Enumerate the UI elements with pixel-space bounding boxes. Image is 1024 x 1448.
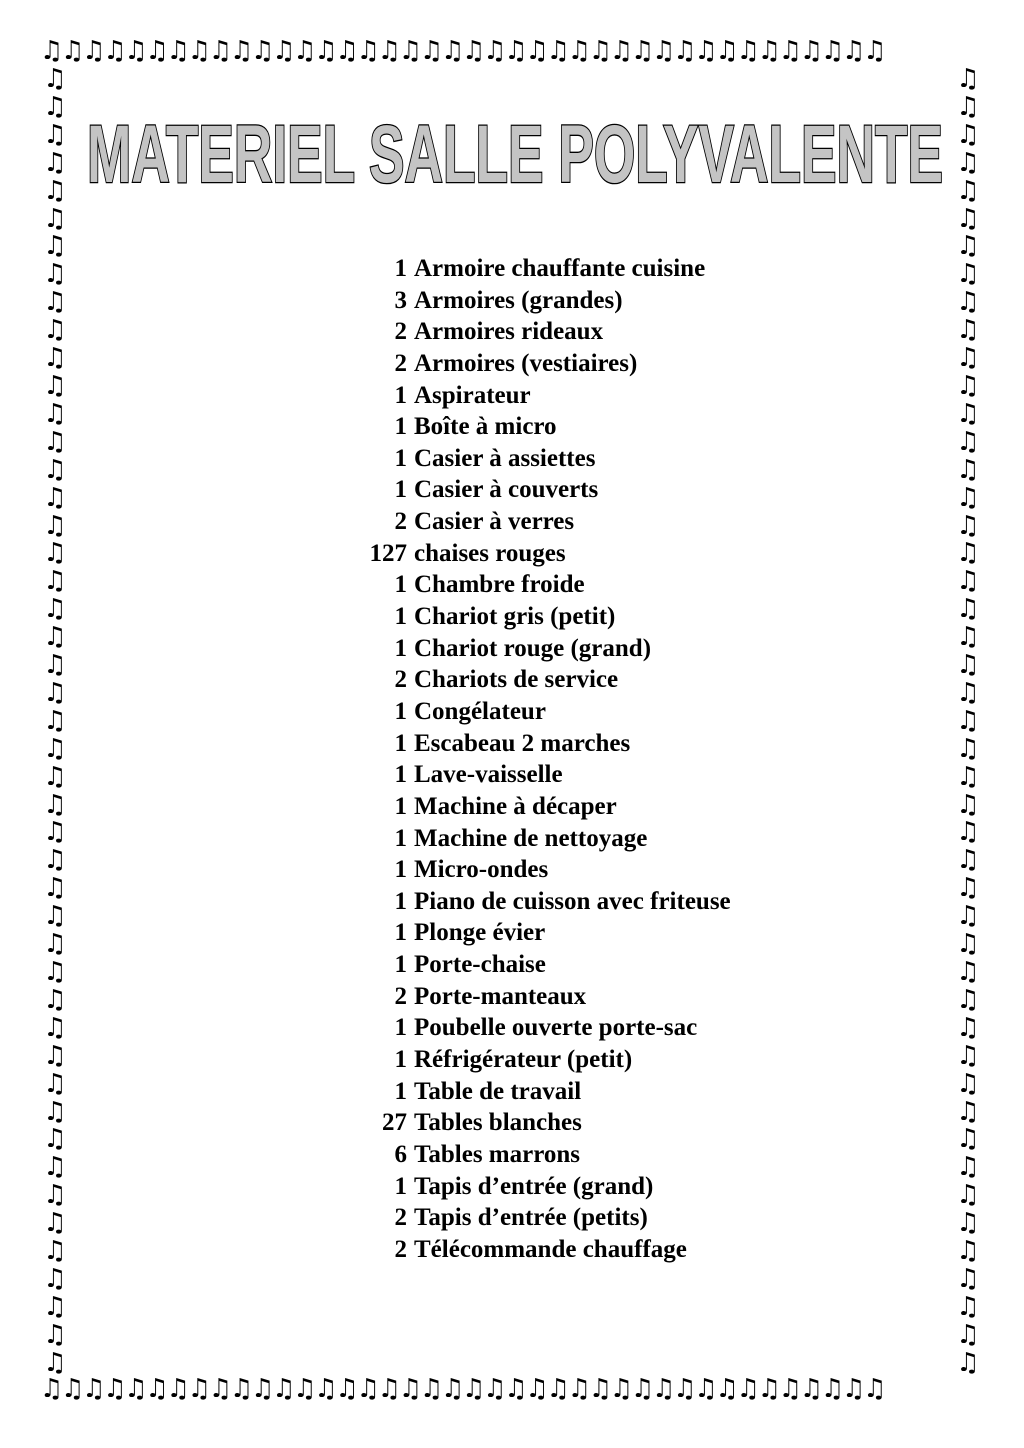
item-quantity: 3 (394, 286, 407, 314)
list-item (350, 759, 930, 791)
item-quantity: 1 (394, 887, 407, 915)
item-name: Chariot rouge (grand) (414, 634, 652, 662)
item-quantity: 2 (394, 1235, 407, 1263)
item-name: Machine de nettoyage (414, 824, 648, 852)
list-item (350, 253, 930, 285)
list-item (350, 443, 930, 475)
list-item (350, 664, 930, 696)
item-name: Armoires (grandes) (414, 286, 623, 314)
list-item (350, 285, 930, 317)
page-title-graphic (80, 112, 950, 196)
item-name: Télécommande chauffage (414, 1235, 687, 1263)
list-item (350, 633, 930, 665)
item-quantity: 1 (394, 413, 407, 441)
item-name: Poubelle ouverte porte-sac (414, 1014, 698, 1042)
music-notes-border-bottom: ♫♫♫♫♫♫♫♫♫♫♫♫♫♫♫♫♫♫♫♫♫♫♫♫♫♫♫♫♫♫♫♫♫♫♫♫♫♫♫♫ (40, 1376, 885, 1404)
item-quantity: 1 (394, 603, 407, 631)
item-quantity: 2 (394, 349, 407, 377)
item-quantity: 1 (394, 919, 407, 947)
list-item (350, 1076, 930, 1108)
item-name: Boîte à micro (414, 413, 557, 441)
list-item (350, 854, 930, 886)
item-name: Porte-manteaux (414, 982, 587, 1010)
item-name: Chariot gris (petit) (414, 603, 616, 631)
list-item (350, 1202, 930, 1234)
item-name: Piano de cuisson avec friteuse (414, 887, 731, 915)
list-item (350, 1012, 930, 1044)
music-notes-border-top: ♫♫♫♫♫♫♫♫♫♫♫♫♫♫♫♫♫♫♫♫♫♫♫♫♫♫♫♫♫♫♫♫♫♫♫♫♫♫♫♫ (40, 38, 885, 66)
list-item (350, 316, 930, 348)
item-name: Table de travail (414, 1077, 582, 1105)
list-item (350, 1171, 930, 1203)
list-item (350, 380, 930, 412)
item-quantity: 1 (394, 255, 407, 282)
list-item (350, 601, 930, 633)
item-name: Lave-vaisselle (414, 761, 563, 789)
list-item (350, 1044, 930, 1076)
item-quantity: 2 (394, 1204, 407, 1232)
list-item (350, 569, 930, 601)
item-quantity: 1 (394, 729, 407, 757)
list-item (350, 791, 930, 823)
list-item (350, 348, 930, 380)
item-quantity: 1 (394, 792, 407, 820)
item-name: Plonge évier (414, 919, 546, 947)
item-name: Casier à assiettes (414, 444, 596, 472)
list-item (350, 949, 930, 981)
inventory-list (350, 253, 930, 1266)
item-quantity: 1 (394, 951, 407, 979)
item-name: Tables marrons (414, 1140, 581, 1168)
item-name: Réfrigérateur (petit) (414, 1046, 633, 1074)
list-item (350, 506, 930, 538)
item-quantity: 2 (394, 982, 407, 1010)
list-item (350, 823, 930, 855)
item-quantity: 1 (394, 856, 407, 884)
item-name: Porte-chaise (414, 951, 546, 979)
item-quantity: 2 (394, 508, 407, 536)
item-name: Armoires rideaux (414, 318, 604, 346)
list-item (350, 917, 930, 949)
item-name: Machine à décaper (414, 792, 617, 820)
item-name: Tapis d’entrée (grand) (414, 1172, 654, 1200)
list-item (350, 1139, 930, 1171)
item-quantity: 1 (394, 1077, 407, 1105)
item-quantity: 1 (394, 1014, 407, 1042)
music-notes-border-right: ♫ ♫ ♫ ♫ ♫ ♫ ♫ ♫ ♫ ♫ ♫ ♫ ♫ ♫ ♫ ♫ ♫ ♫ ♫ ♫ ♫ ♫ ♫ ♫ ♫ ♫ ♫ ♫ ♫ ♫ ♫ ♫ ♫ ♫ ♫ ♫ ♫ ♫ ♫ ♫ ♫ ♫ ♫ ♫ ♫ ♫ ♫ (956, 66, 980, 1378)
list-item (350, 1107, 930, 1139)
list-item (350, 886, 930, 918)
item-quantity: 1 (394, 761, 407, 789)
item-quantity: 1 (394, 1046, 407, 1074)
item-quantity: 1 (394, 634, 407, 662)
item-quantity: 27 (382, 1109, 407, 1137)
item-name: Tapis d’entrée (petits) (414, 1204, 648, 1232)
list-item (350, 538, 930, 570)
item-quantity: 1 (394, 444, 407, 472)
item-quantity: 127 (369, 539, 407, 567)
item-name: Congélateur (414, 697, 546, 725)
item-quantity: 1 (394, 381, 407, 409)
item-name: chaises rouges (414, 539, 566, 567)
item-quantity: 1 (394, 697, 407, 725)
item-quantity: 1 (394, 571, 407, 599)
item-quantity: 6 (394, 1140, 407, 1168)
item-name: Armoire chauffante cuisine (414, 255, 706, 282)
item-name: Casier à verres (414, 508, 575, 536)
item-quantity: 1 (394, 824, 407, 852)
item-quantity: 1 (394, 476, 407, 504)
item-name: Aspirateur (414, 381, 531, 409)
list-item (350, 981, 930, 1013)
item-name: Chambre froide (414, 571, 585, 599)
list-item (350, 1234, 930, 1266)
item-quantity: 1 (394, 1172, 407, 1200)
item-name: Chariots de service (414, 666, 619, 694)
list-item (350, 696, 930, 728)
item-name: Micro-ondes (414, 856, 549, 884)
page-title: MATERIEL SALLE POLYVALENTE (87, 112, 943, 196)
item-quantity: 2 (394, 318, 407, 346)
item-name: Armoires (vestiaires) (414, 349, 638, 377)
list-item (350, 474, 930, 506)
list-item (350, 411, 930, 443)
list-item (350, 728, 930, 760)
music-notes-border-left: ♫ ♫ ♫ ♫ ♫ ♫ ♫ ♫ ♫ ♫ ♫ ♫ ♫ ♫ ♫ ♫ ♫ ♫ ♫ ♫ ♫ ♫ ♫ ♫ ♫ ♫ ♫ ♫ ♫ ♫ ♫ ♫ ♫ ♫ ♫ ♫ ♫ ♫ ♫ ♫ ♫ ♫ ♫ ♫ ♫ ♫ ♫ (43, 66, 67, 1378)
item-name: Casier à couverts (414, 476, 599, 504)
item-name: Tables blanches (414, 1109, 582, 1137)
item-name: Escabeau 2 marches (414, 729, 631, 757)
item-quantity: 2 (394, 666, 407, 694)
